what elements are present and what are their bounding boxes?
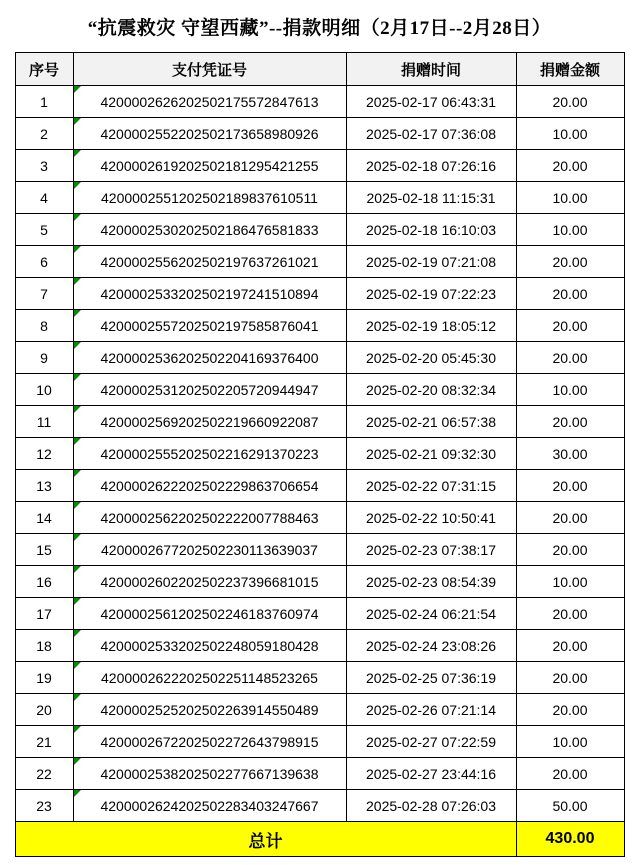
cell-voucher-text: 4200002538202502277667139638 [100, 765, 319, 782]
cell-index: 9 [15, 342, 73, 374]
cell-voucher [73, 758, 346, 790]
table-row [15, 374, 624, 406]
cell-index: 21 [15, 726, 73, 758]
cell-amount: 20.00 [516, 502, 624, 534]
cell-amount: 20.00 [516, 534, 624, 566]
table-footer [15, 822, 624, 857]
cell-voucher-text: 4200002533202502248059180428 [100, 637, 319, 654]
cell-voucher [73, 310, 346, 342]
table-row [15, 534, 624, 566]
cell-index: 18 [15, 630, 73, 662]
cell-comment-marker-icon [74, 214, 81, 221]
cell-comment-marker-icon [74, 534, 81, 541]
cell-amount: 10.00 [516, 374, 624, 406]
cell-time: 2025-02-21 09:32:30 [346, 438, 516, 470]
cell-voucher [73, 118, 346, 150]
cell-time: 2025-02-19 07:22:23 [346, 278, 516, 310]
cell-voucher-text: 4200002619202502181295421255 [100, 157, 319, 174]
cell-voucher [73, 470, 346, 502]
total-value: 430.00 [516, 822, 624, 857]
cell-index: 13 [15, 470, 73, 502]
table-row [15, 150, 624, 182]
cell-voucher [73, 534, 346, 566]
table-row [15, 502, 624, 534]
cell-amount: 20.00 [516, 310, 624, 342]
cell-time: 2025-02-27 23:44:16 [346, 758, 516, 790]
cell-comment-marker-icon [74, 246, 81, 253]
cell-voucher [73, 438, 346, 470]
table-row [15, 86, 624, 118]
cell-amount: 30.00 [516, 438, 624, 470]
table-row [15, 566, 624, 598]
cell-time: 2025-02-18 16:10:03 [346, 214, 516, 246]
table-row [15, 182, 624, 214]
cell-comment-marker-icon [74, 278, 81, 285]
cell-time: 2025-02-17 07:36:08 [346, 118, 516, 150]
table-row [15, 246, 624, 278]
cell-time: 2025-02-19 07:21:08 [346, 246, 516, 278]
cell-time: 2025-02-18 11:15:31 [346, 182, 516, 214]
cell-voucher [73, 726, 346, 758]
cell-comment-marker-icon [74, 694, 81, 701]
cell-amount: 50.00 [516, 790, 624, 822]
cell-index: 17 [15, 598, 73, 630]
cell-voucher [73, 182, 346, 214]
cell-voucher-text: 4200002530202502186476581833 [100, 221, 319, 238]
table-row [15, 726, 624, 758]
cell-voucher-text: 4200002533202502197241510894 [100, 285, 319, 302]
cell-amount: 20.00 [516, 278, 624, 310]
cell-amount: 20.00 [516, 694, 624, 726]
cell-voucher-text: 4200002536202502204169376400 [100, 349, 319, 366]
cell-comment-marker-icon [74, 406, 81, 413]
cell-index: 7 [15, 278, 73, 310]
cell-amount: 20.00 [516, 630, 624, 662]
table-body [15, 86, 624, 822]
table-row [15, 214, 624, 246]
cell-voucher [73, 214, 346, 246]
cell-amount: 10.00 [516, 726, 624, 758]
cell-index: 8 [15, 310, 73, 342]
cell-amount: 20.00 [516, 598, 624, 630]
cell-voucher [73, 342, 346, 374]
cell-index: 16 [15, 566, 73, 598]
table-row [15, 758, 624, 790]
cell-voucher [73, 662, 346, 694]
cell-time: 2025-02-23 07:38:17 [346, 534, 516, 566]
column-header-amount: 捐赠金额 [516, 53, 624, 86]
cell-time: 2025-02-28 07:26:03 [346, 790, 516, 822]
cell-time: 2025-02-20 05:45:30 [346, 342, 516, 374]
cell-index: 2 [15, 118, 73, 150]
cell-voucher-text: 4200002622202502251148523265 [101, 669, 318, 686]
cell-voucher-text: 4200002562202502222007788463 [100, 509, 319, 526]
cell-amount: 20.00 [516, 150, 624, 182]
cell-comment-marker-icon [74, 502, 81, 509]
cell-index: 20 [15, 694, 73, 726]
cell-voucher-text: 4200002672202502272643798915 [100, 733, 319, 750]
cell-voucher [73, 502, 346, 534]
table-row [15, 438, 624, 470]
cell-time: 2025-02-18 07:26:16 [346, 150, 516, 182]
cell-amount: 20.00 [516, 342, 624, 374]
cell-comment-marker-icon [74, 726, 81, 733]
cell-voucher-text: 4200002622202502229863706654 [100, 477, 319, 494]
cell-voucher-text: 4200002555202502216291370223 [100, 445, 319, 462]
cell-amount: 10.00 [516, 214, 624, 246]
cell-voucher-text: 4200002677202502230113639037 [101, 541, 318, 558]
cell-amount: 20.00 [516, 86, 624, 118]
table-row [15, 470, 624, 502]
cell-index: 23 [15, 790, 73, 822]
table-row [15, 694, 624, 726]
cell-index: 6 [15, 246, 73, 278]
table-header-row [15, 53, 624, 86]
cell-time: 2025-02-27 07:22:59 [346, 726, 516, 758]
cell-comment-marker-icon [74, 118, 81, 125]
cell-index: 12 [15, 438, 73, 470]
cell-voucher-text: 4200002602202502237396681015 [100, 573, 319, 590]
cell-voucher [73, 150, 346, 182]
cell-voucher [73, 694, 346, 726]
cell-voucher-text: 4200002556202502197637261021 [100, 253, 319, 270]
cell-amount: 20.00 [516, 246, 624, 278]
cell-time: 2025-02-22 10:50:41 [346, 502, 516, 534]
cell-index: 19 [15, 662, 73, 694]
cell-comment-marker-icon [74, 438, 81, 445]
cell-voucher-text: 4200002531202502205720944947 [100, 381, 319, 398]
cell-index: 5 [15, 214, 73, 246]
cell-voucher [73, 406, 346, 438]
table-row [15, 630, 624, 662]
cell-amount: 20.00 [516, 758, 624, 790]
table-row [15, 662, 624, 694]
cell-comment-marker-icon [74, 470, 81, 477]
cell-index: 11 [15, 406, 73, 438]
cell-voucher [73, 86, 346, 118]
cell-index: 15 [15, 534, 73, 566]
table-row [15, 598, 624, 630]
table-row [15, 278, 624, 310]
cell-voucher [73, 566, 346, 598]
cell-time: 2025-02-26 07:21:14 [346, 694, 516, 726]
column-header-time: 捐赠时间 [346, 53, 516, 86]
cell-amount: 20.00 [516, 406, 624, 438]
cell-comment-marker-icon [74, 790, 81, 797]
cell-time: 2025-02-19 18:05:12 [346, 310, 516, 342]
cell-comment-marker-icon [74, 374, 81, 381]
cell-index: 14 [15, 502, 73, 534]
cell-comment-marker-icon [74, 566, 81, 573]
column-header-index: 序号 [15, 53, 73, 86]
cell-voucher [73, 278, 346, 310]
cell-voucher-text: 4200002552202502173658980926 [100, 125, 319, 142]
cell-voucher-text: 4200002551202502189837610511 [101, 189, 318, 206]
cell-comment-marker-icon [74, 598, 81, 605]
donation-details-table [15, 52, 625, 857]
table-header [15, 53, 624, 86]
cell-time: 2025-02-22 07:31:15 [346, 470, 516, 502]
table-row [15, 406, 624, 438]
cell-voucher-text: 4200002561202502246183760974 [100, 605, 319, 622]
cell-time: 2025-02-25 07:36:19 [346, 662, 516, 694]
cell-voucher [73, 246, 346, 278]
table-row [15, 342, 624, 374]
cell-voucher [73, 630, 346, 662]
cell-time: 2025-02-24 23:08:26 [346, 630, 516, 662]
cell-time: 2025-02-24 06:21:54 [346, 598, 516, 630]
cell-time: 2025-02-20 08:32:34 [346, 374, 516, 406]
cell-voucher-text: 4200002626202502175572847613 [100, 93, 319, 110]
total-row [15, 822, 624, 857]
cell-amount: 20.00 [516, 662, 624, 694]
cell-index: 3 [15, 150, 73, 182]
cell-comment-marker-icon [74, 182, 81, 189]
cell-index: 4 [15, 182, 73, 214]
cell-amount: 10.00 [516, 182, 624, 214]
table-row [15, 790, 624, 822]
cell-comment-marker-icon [74, 758, 81, 765]
cell-index: 22 [15, 758, 73, 790]
cell-comment-marker-icon [74, 662, 81, 669]
total-label: 总计 [15, 822, 516, 857]
cell-time: 2025-02-21 06:57:38 [346, 406, 516, 438]
cell-voucher [73, 790, 346, 822]
cell-voucher-text: 4200002525202502263914550489 [100, 701, 319, 718]
cell-index: 1 [15, 86, 73, 118]
cell-amount: 10.00 [516, 118, 624, 150]
table-row [15, 118, 624, 150]
page-title: “抗震救灾 守望西藏”--捐款明细（2月17日--2月28日） [87, 18, 552, 39]
cell-voucher-text: 4200002624202502283403247667 [100, 797, 319, 814]
cell-voucher [73, 598, 346, 630]
cell-comment-marker-icon [74, 630, 81, 637]
cell-amount: 20.00 [516, 470, 624, 502]
cell-comment-marker-icon [74, 150, 81, 157]
table-row [15, 310, 624, 342]
cell-voucher-text: 4200002557202502197585876041 [100, 317, 319, 334]
cell-index: 10 [15, 374, 73, 406]
cell-amount: 10.00 [516, 566, 624, 598]
cell-comment-marker-icon [74, 342, 81, 349]
cell-comment-marker-icon [74, 310, 81, 317]
column-header-voucher: 支付凭证号 [73, 53, 346, 86]
cell-time: 2025-02-17 06:43:31 [346, 86, 516, 118]
cell-voucher [73, 374, 346, 406]
cell-comment-marker-icon [74, 86, 81, 93]
cell-time: 2025-02-23 08:54:39 [346, 566, 516, 598]
cell-voucher-text: 4200002569202502219660922087 [100, 413, 319, 430]
